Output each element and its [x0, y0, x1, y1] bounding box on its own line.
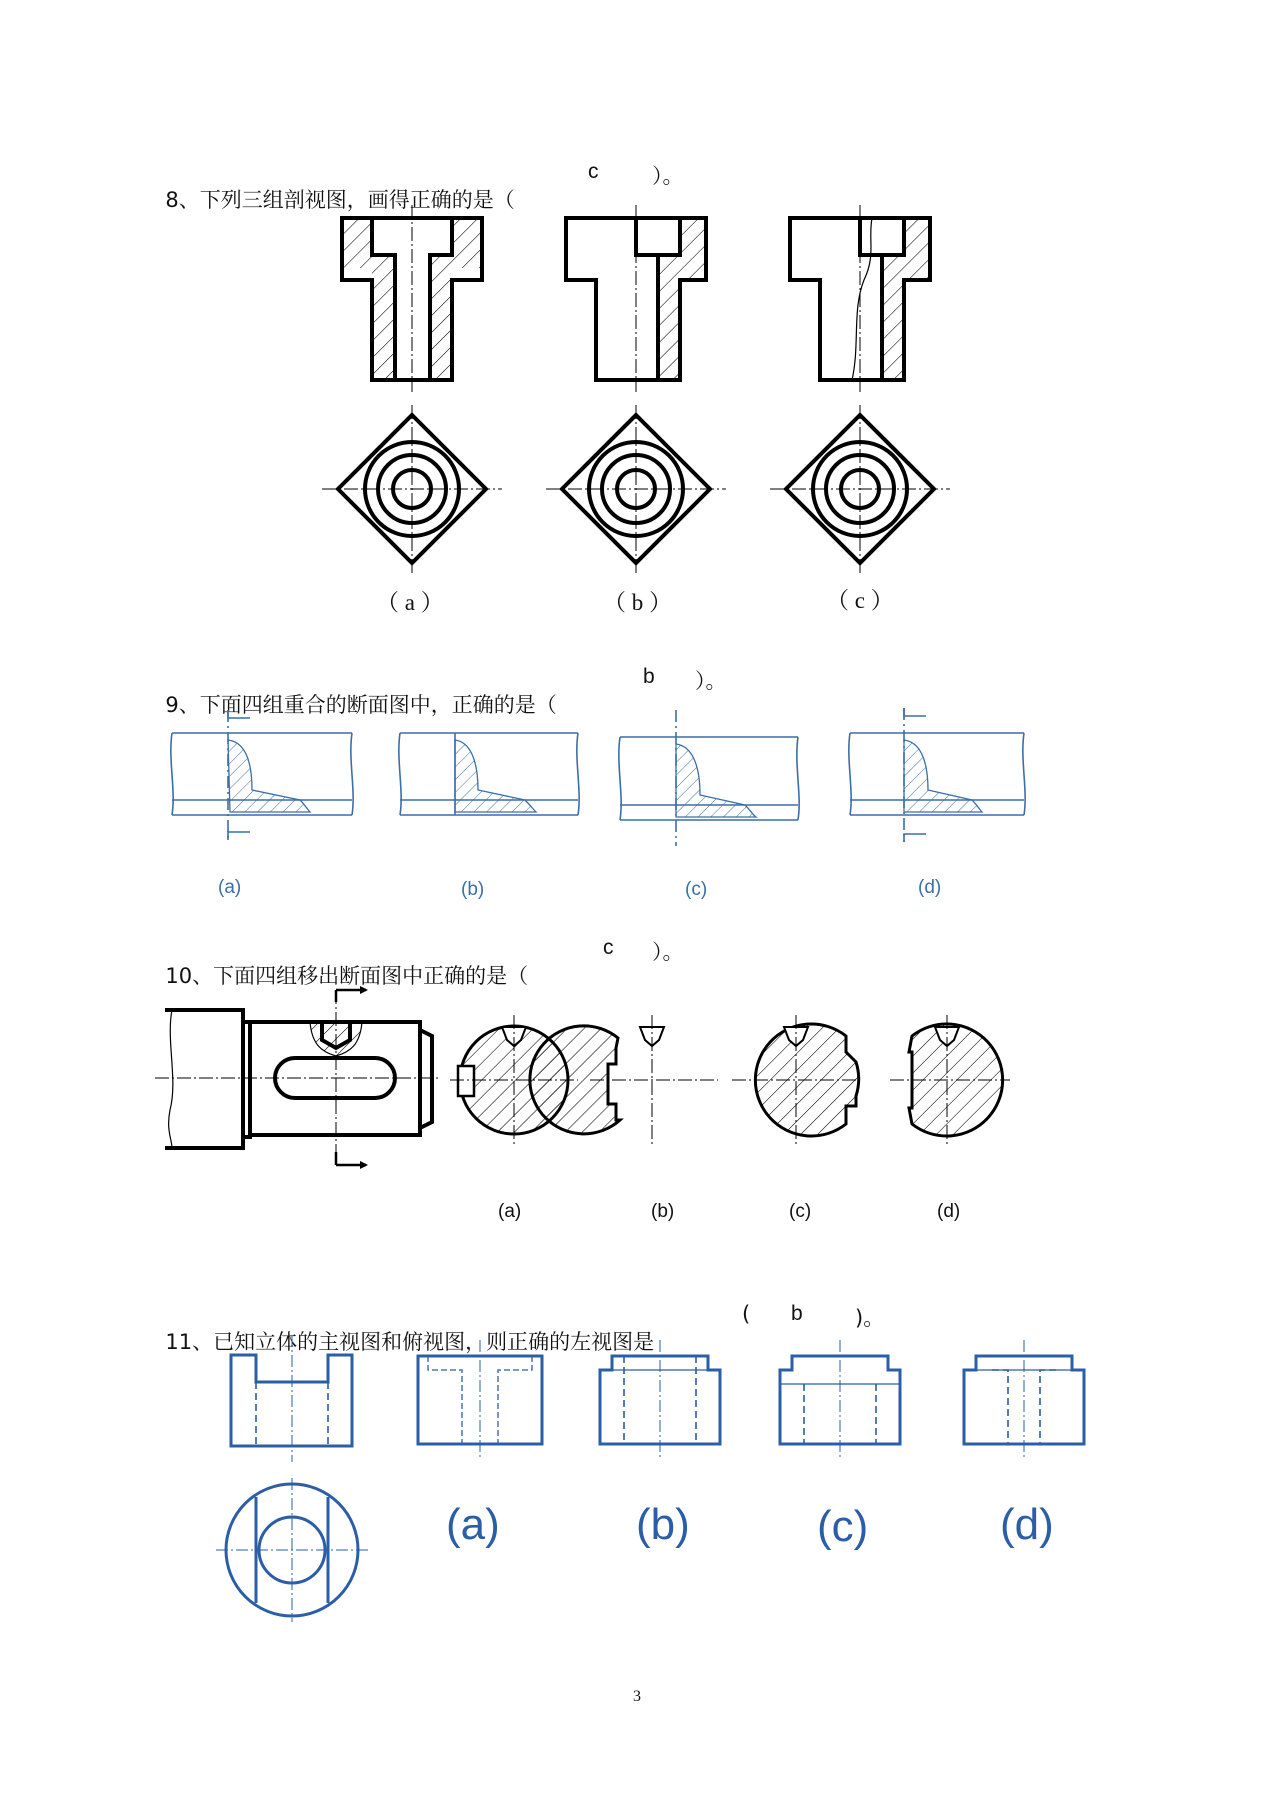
q10-section-c [732, 1015, 860, 1145]
q9-figure-d [849, 708, 1025, 842]
q11-option-c: (c) [817, 1502, 869, 1551]
question-11-open: ( [742, 1302, 751, 1326]
question-9-close: ）。 [695, 669, 727, 693]
q11-option-a: (a) [446, 1500, 500, 1549]
q9-figure-a [171, 710, 353, 840]
q9-option-d: (d) [918, 877, 942, 898]
q8-figure-a [322, 205, 502, 573]
question-8-text: 下列三组剖视图，画得正确的是（ [199, 188, 515, 212]
q10-option-a: (a) [498, 1201, 522, 1222]
q11-option-d: (d) [1000, 1500, 1054, 1549]
q8-option-b: （ b ） [603, 590, 672, 615]
q8-figure-b [546, 205, 726, 573]
question-11-number: 11、 [165, 1330, 214, 1354]
q11-option-c-drawing [780, 1340, 900, 1458]
q8-top-view-a [322, 405, 502, 573]
question-10-close: ）。 [652, 940, 684, 964]
question-11-close: )。 [855, 1306, 885, 1330]
q10-section-b [530, 1015, 718, 1145]
q10-option-d: (d) [937, 1201, 961, 1222]
q8-option-c: （ c ） [826, 588, 894, 613]
q11-top-view [216, 1478, 370, 1622]
question-8-close: ）。 [652, 164, 684, 188]
answer-11: b [791, 1302, 803, 1325]
q11-option-b-drawing [600, 1340, 720, 1458]
q11-option-a-drawing [418, 1340, 542, 1458]
answer-9: b [643, 665, 655, 688]
q9-option-c: (c) [685, 879, 708, 900]
q8-top-view-c [770, 405, 950, 573]
answer-10: c [603, 936, 614, 959]
q9-option-b: (b) [461, 879, 485, 900]
question-10-text: 下面四组移出断面图中正确的是（ [213, 964, 529, 988]
question-11-text: 已知立体的主视图和俯视图，则正确的左视图是 [213, 1330, 655, 1354]
q10-option-b: (b) [651, 1201, 675, 1222]
q11-option-d-drawing [964, 1340, 1084, 1458]
q8-option-a: （ a ） [376, 590, 444, 615]
question-10-number: 10、 [165, 964, 214, 988]
q9-option-a: (a) [218, 877, 242, 898]
q9-figure-b [399, 733, 579, 815]
q9-figure-c [619, 710, 799, 846]
answer-8: c [588, 160, 599, 183]
question-9-number: 9、 [165, 693, 200, 717]
q10-shaft-drawing [155, 986, 440, 1169]
question-8-number: 8、 [165, 188, 200, 212]
q11-option-b: (b) [636, 1500, 690, 1549]
q10-section-d [890, 1015, 1010, 1145]
q10-option-c: (c) [789, 1201, 812, 1222]
q8-top-view-b [546, 405, 726, 573]
page-number: 3 [633, 1688, 641, 1705]
question-9-text: 下面四组重合的断面图中，正确的是（ [199, 693, 557, 717]
q11-front-view [231, 1335, 352, 1462]
q8-figure-c [770, 205, 950, 573]
